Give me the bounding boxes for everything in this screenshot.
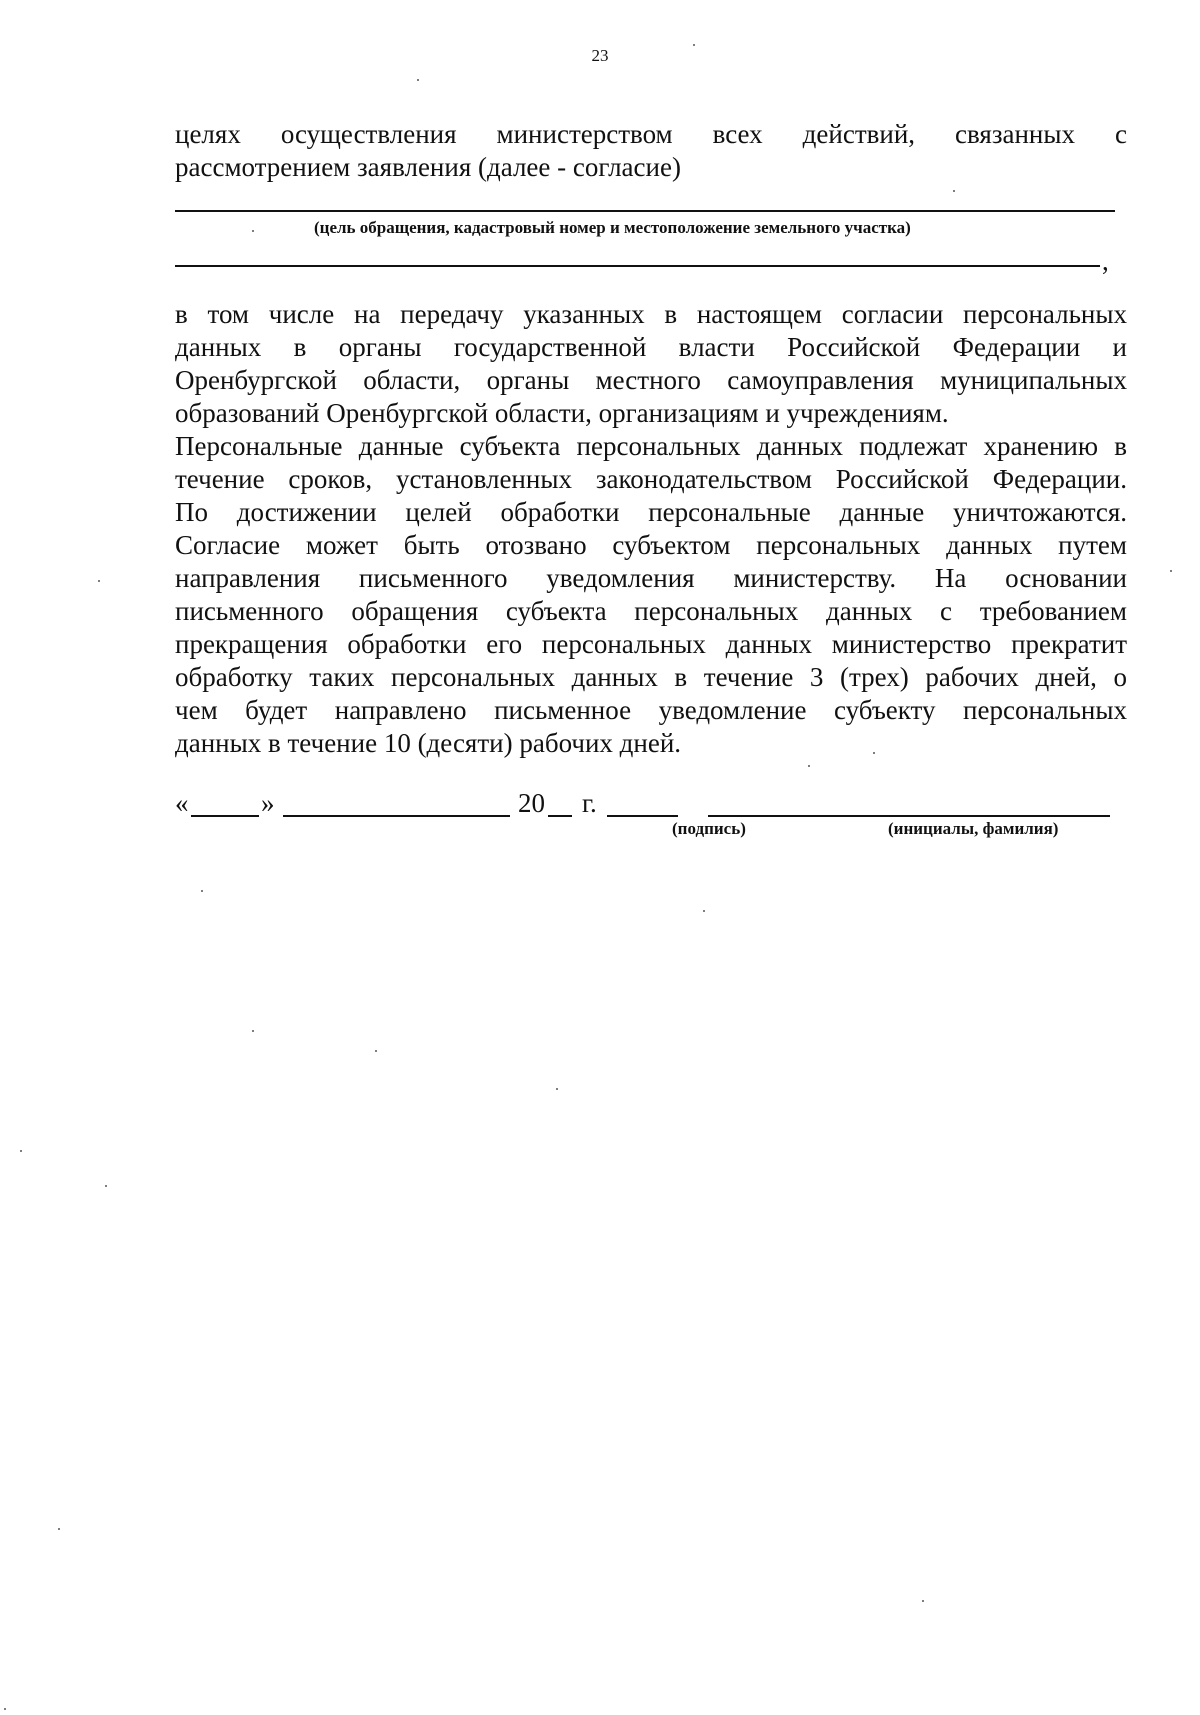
scan-speck xyxy=(105,1185,107,1187)
year-suffix: г. xyxy=(582,788,597,818)
body-line: прекращения обработки его персональных данных министерство прекратит xyxy=(175,629,1127,659)
scan-speck xyxy=(556,1088,558,1090)
body-line: образований Оренбургской области, организациям и учреждениям. xyxy=(175,398,949,428)
scan-speck xyxy=(873,752,875,754)
body-line: По достижении целей обработки персональные данные уничтожаются. xyxy=(175,497,1127,527)
body-line: чем будет направлено письменное уведомление субъекту персональных xyxy=(175,695,1127,725)
purpose-field-caption: (цель обращения, кадастровый номер и местоположение земельного участка) xyxy=(314,218,911,237)
scan-speck xyxy=(252,1030,254,1032)
scan-speck xyxy=(808,765,810,767)
scan-speck xyxy=(4,1708,6,1710)
intro-line: целях осуществления министерством всех действий, связанных с xyxy=(175,119,1127,149)
purpose-fill-line[interactable] xyxy=(175,210,1115,212)
name-caption: (инициалы, фамилия) xyxy=(888,819,1059,838)
body-line: в том числе на передачу указанных в настоящем согласии персональных xyxy=(175,299,1127,329)
scan-speck xyxy=(375,1050,377,1052)
scan-speck xyxy=(58,1528,60,1530)
body-line: данных в органы государственной власти Российской Федерации и xyxy=(175,332,1127,362)
month-blank[interactable] xyxy=(283,815,510,817)
field-comma: , xyxy=(1102,246,1109,276)
scan-speck xyxy=(1170,570,1172,572)
body-line: Персональные данные субъекта персональных данных подлежат хранению в xyxy=(175,431,1127,461)
signature-caption: (подпись) xyxy=(672,819,746,838)
purpose-fill-line-2[interactable] xyxy=(175,265,1100,267)
scan-speck xyxy=(922,1600,924,1602)
scan-speck xyxy=(417,79,419,81)
body-line: данных в течение 10 (десяти) рабочих дней. xyxy=(175,728,682,758)
scan-speck xyxy=(201,890,203,892)
signature-blank[interactable] xyxy=(607,815,678,817)
body-line: направления письменного уведомления министерству. На основании xyxy=(175,563,1127,593)
year-prefix: 20 xyxy=(518,788,545,818)
scan-speck xyxy=(20,1150,22,1152)
date-quote-open: « xyxy=(175,788,189,818)
scan-speck xyxy=(252,230,254,232)
scan-speck xyxy=(703,910,705,912)
scan-speck xyxy=(953,190,955,192)
body-line: течение сроков, установленных законодательством Российской Федерации. xyxy=(175,464,1127,494)
date-quote-close: » xyxy=(261,788,275,818)
page-number: 23 xyxy=(591,46,609,65)
body-line: письменного обращения субъекта персональных данных с требованием xyxy=(175,596,1127,626)
name-blank[interactable] xyxy=(708,815,1110,817)
body-line: Оренбургской области, органы местного самоуправления муниципальных xyxy=(175,365,1127,395)
scan-speck xyxy=(98,580,100,582)
body-line: обработку таких персональных данных в течение 3 (трех) рабочих дней, о xyxy=(175,662,1127,692)
year-blank[interactable] xyxy=(548,815,572,817)
day-blank[interactable] xyxy=(191,815,259,817)
scan-speck xyxy=(693,44,695,46)
body-line: Согласие может быть отозвано субъектом персональных данных путем xyxy=(175,530,1127,560)
intro-line: рассмотрением заявления (далее - согласие) xyxy=(175,152,681,182)
